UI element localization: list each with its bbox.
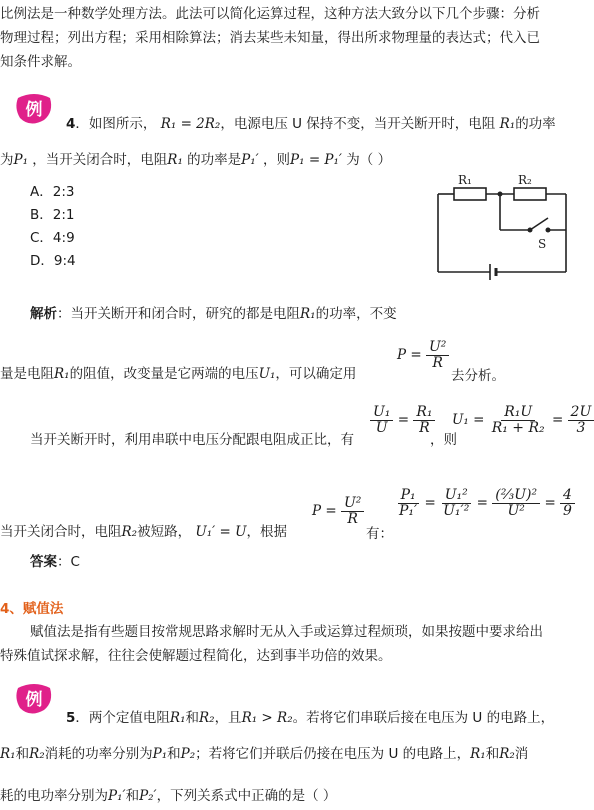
u1-formula: U₁ = $\frac{\text{R₁U}}{\text{R₁ + R₂}}$ = $\frac{2U}{3}$ <box>452 405 594 435</box>
intro-line-1: 比例法是一种数学处理方法。此法可以简化运算过程，这种方法大致分以下几个步骤：分析 <box>0 6 540 22</box>
example-badge <box>14 92 54 126</box>
analysis-line-1: 解析：当开关断开和闭合时，研究的都是电阻R₁的功率，不变 <box>30 306 397 322</box>
power-formula-2: P = $\frac{\text{U²}}{R}$ <box>312 496 364 526</box>
svg-text:例: 例 <box>25 690 43 710</box>
analysis-line-2-end: 去分析。 <box>451 368 505 384</box>
section-4-line-2: 特殊值试探求解，往往会使解题过程简化，达到事半功倍的效果。 <box>0 648 392 664</box>
then-label: ，则 <box>430 432 457 448</box>
resistor-r1 <box>454 188 486 200</box>
option-d: D．9:4 <box>30 253 76 269</box>
ratio-formula: $\frac{\text{U₁}}{U}$ = $\frac{\text{R₁}}{R}$ <box>370 405 435 435</box>
section-4-title: 4、赋值法 <box>0 601 64 617</box>
section-4-line-1: 赋值法是指有些题目按常规思路求解时无从入手或运算过程烦琐，如果按题中要求给出 <box>30 624 543 640</box>
intro-line-2: 物理过程；列出方程；采用相除算法；消去某些未知量，得出所求物理量的表达式；代入已 <box>0 30 540 46</box>
svg-text:R₁: R₁ <box>458 173 472 187</box>
example-4-line-2: 为P₁ ，当开关闭合时，电阻R₁ 的功率是P₁′ ，则P₁ = P₁′ 为（ ） <box>0 152 392 168</box>
analysis-line-2: 量是电阻R₁的阻值，改变量是它两端的电压U₁，可以确定用 <box>0 366 357 382</box>
have-label: 有： <box>366 526 393 542</box>
example-badge <box>14 682 54 716</box>
analysis-line-3: 当开关断开时，利用串联中电压分配跟电阻成正比，有 <box>30 432 354 448</box>
answer: 答案：C <box>30 554 80 570</box>
circuit-diagram <box>430 172 575 284</box>
example-4-line-1: 4．如图所示， R₁ = 2R₂，电源电压 U 保持不变，当开关断开时，电阻 R₁的功率 <box>66 116 556 132</box>
svg-text:例: 例 <box>25 100 43 120</box>
example-5-line-3: 耗的电功率分别为P₁′和P₂′，下列关系式中正确的是（ ） <box>0 788 337 804</box>
example-5-line-1: 5．两个定值电阻R₁和R₂，且R₁ > R₂。若将它们串联后接在电压为 U 的电路上， <box>66 710 555 726</box>
option-b: B．2:1 <box>30 207 75 223</box>
resistor-r2 <box>514 188 546 200</box>
option-a: A．2:3 <box>30 184 75 200</box>
intro-line-3: 知条件求解。 <box>0 54 81 70</box>
power-formula: P = $\frac{\text{U²}}{R}$ <box>397 340 449 370</box>
svg-text:R₂: R₂ <box>518 173 532 187</box>
final-ratio-formula: $\frac{\text{P₁}}{\text{P₁′}}$ = $\frac{\text{U₁²}}{\text{U₁′²}}$ = $\frac{\text{(²⁄₃U)²}}{\text{U²}}$ = $\frac{4}{9}$ <box>396 488 575 518</box>
example-5-line-2: R₁和R₂消耗的功率分别为P₁和P₂；若将它们并联后仍接在电压为 U 的电路上，R₁和R₂消 <box>0 746 529 762</box>
svg-text:S: S <box>538 237 547 251</box>
option-c: C．4:9 <box>30 230 75 246</box>
analysis-line-4: 当开关闭合时，电阻R₂被短路， U₁′ = U，根据 <box>0 524 288 540</box>
